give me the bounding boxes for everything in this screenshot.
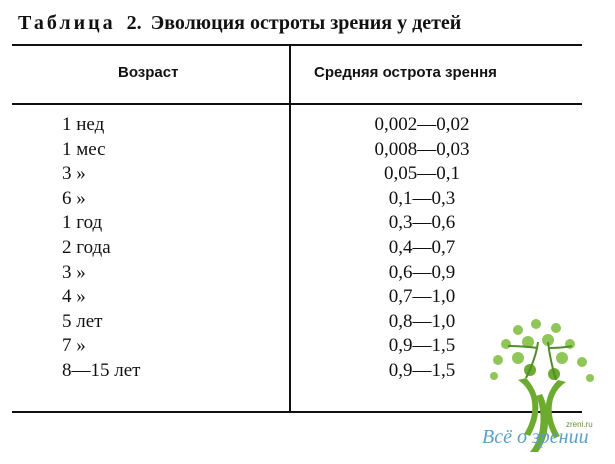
table-row-acuity: 0,002—0,02 (374, 114, 470, 135)
table-row-age: 5 лет (62, 310, 103, 332)
table-row-acuity: 0,1—0,3 (388, 187, 456, 209)
table-row-age: 1 нед (62, 114, 105, 135)
table-row-age: 3 » (62, 163, 86, 185)
table-row-acuity: 0,6—0,9 (388, 261, 456, 283)
table-row-age: 1 мес (62, 138, 106, 160)
table-title-text: Эволюция остроты зрения у детей (150, 12, 462, 34)
table-row-age: 1 год (62, 212, 103, 234)
table-row-acuity: 0,008—0,03 (374, 138, 470, 160)
table-row-acuity: 0,05—0,1 (384, 163, 460, 185)
table-row-age: 6 » (62, 187, 86, 209)
table-row-age: 4 » (62, 286, 86, 308)
table-row-age: 2 года (62, 236, 111, 258)
column-divider (289, 44, 291, 413)
column-header-acuity: Средняя острота зрення (314, 64, 497, 81)
top-rule (12, 44, 582, 46)
table-row-age: 3 » (62, 261, 86, 283)
table-row-acuity: 0,9—1,5 (388, 335, 456, 357)
age-column (62, 113, 140, 384)
table-row-acuity: 0,3—0,6 (388, 212, 456, 234)
table-title (18, 12, 461, 35)
table-row-acuity: 0,8—1,0 (388, 310, 456, 332)
table-title-label: Таблица (18, 12, 116, 34)
table-row-age: 8—15 лет (62, 359, 141, 381)
column-header-age: Возраст (118, 64, 179, 81)
header-rule (12, 103, 582, 105)
table-title-number: 2. (126, 12, 142, 34)
table-row-age: 7 » (62, 335, 86, 357)
table-row-acuity: 0,7—1,0 (388, 286, 456, 308)
watermark-site: zreni.ru (566, 420, 593, 429)
table-row-acuity: 0,9—1,5 (388, 359, 456, 381)
watermark-text: Всё о зрении (482, 426, 589, 448)
table-row-acuity: 0,4—0,7 (388, 236, 456, 258)
